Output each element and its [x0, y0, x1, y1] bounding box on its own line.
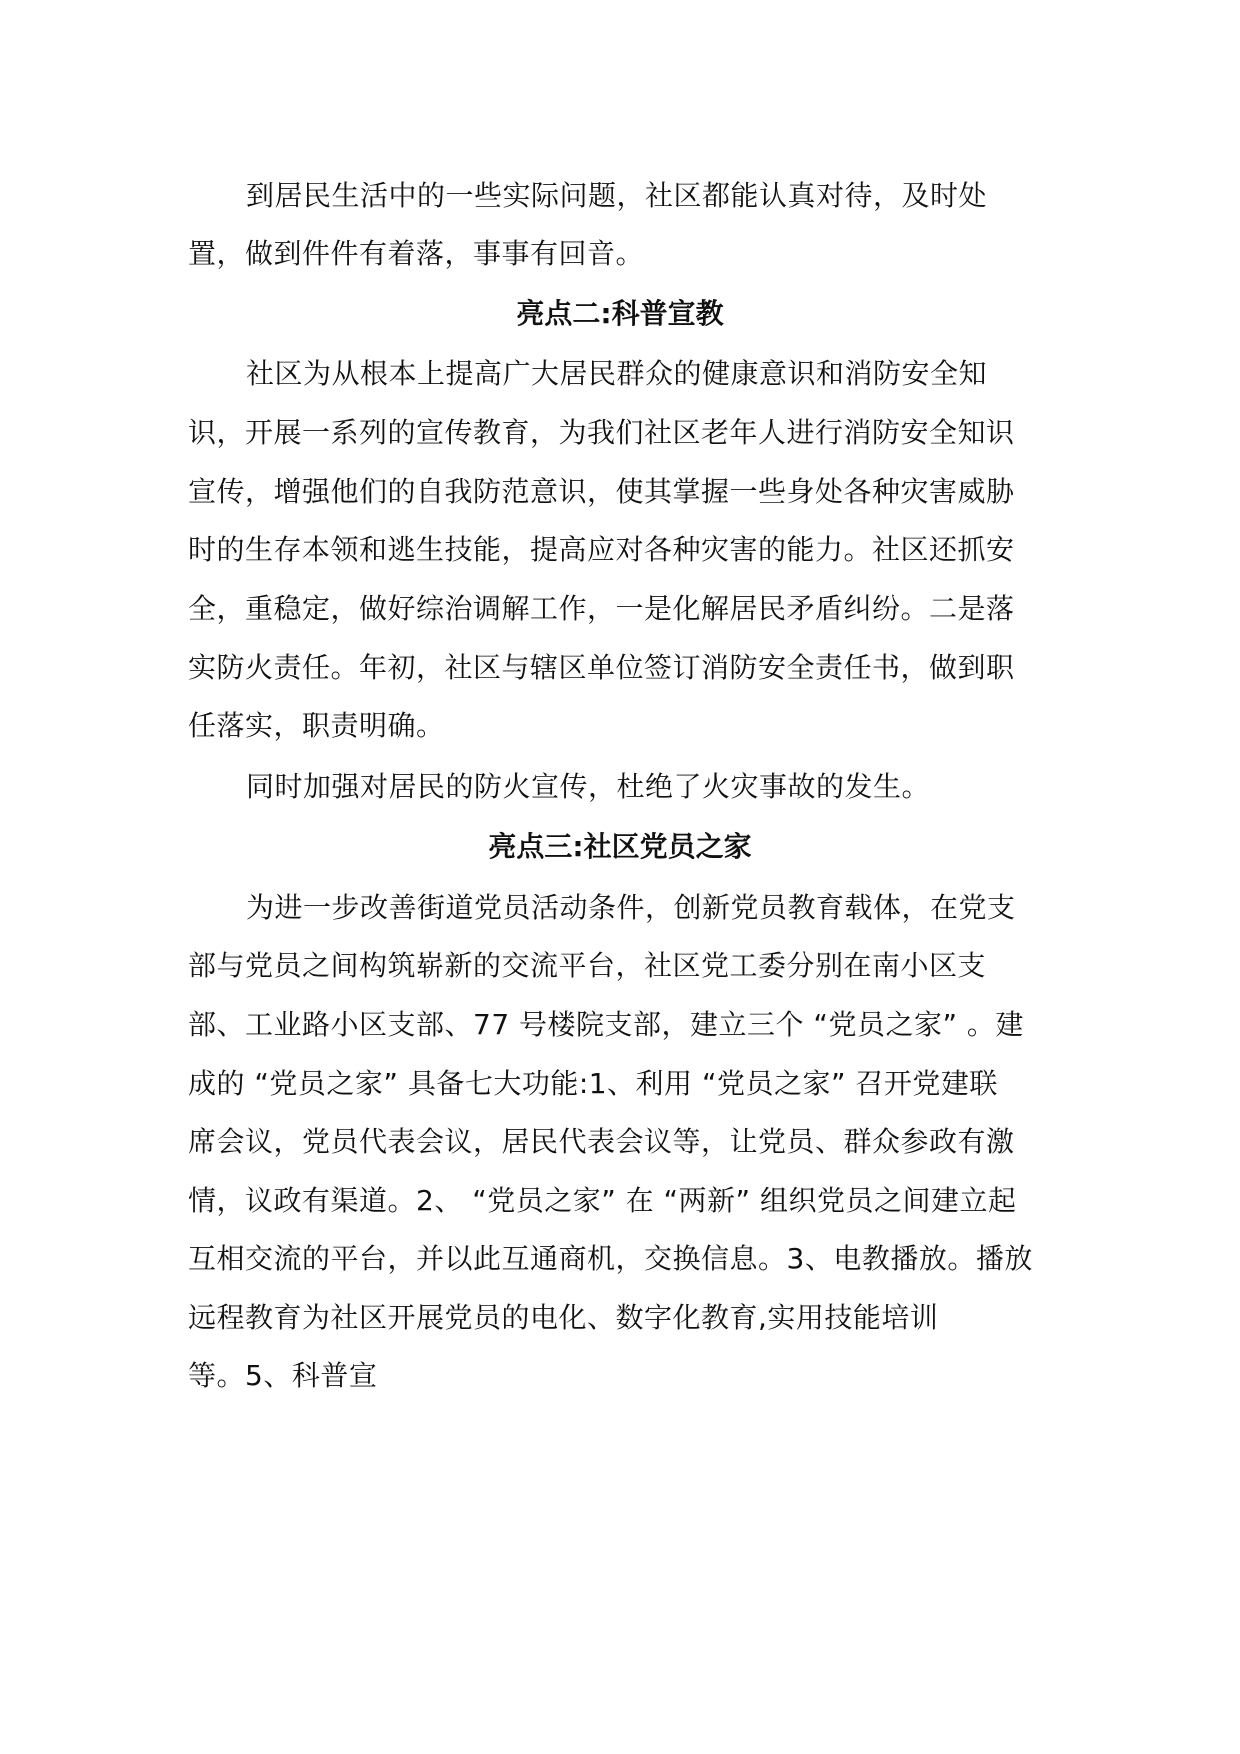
- paragraph-line: 全，重稳定，做好综治调解工作，一是化解居民矛盾纠纷。二是落: [188, 592, 1015, 625]
- paragraph-line: 部、工业路小区支部、77 号楼院支部，建立三个 “党员之家” 。建: [188, 1008, 1024, 1041]
- paragraph-line: 席会议，党员代表会议，居民代表会议等，让党员、群众参政有激: [188, 1125, 1015, 1158]
- section-heading-3: 亮点三:社区党员之家: [488, 830, 752, 863]
- paragraph-line: 识，开展一系列的宣传教育，为我们社区老年人进行消防安全知识: [188, 416, 1015, 449]
- paragraph-line: 等。5、科普宣: [188, 1359, 378, 1392]
- paragraph-line: 远程教育为社区开展党员的电化、数字化教育,实用技能培训: [188, 1301, 939, 1334]
- paragraph-line: 互相交流的平台，并以此互通商机，交换信息。3、电教播放。播放: [188, 1242, 1033, 1275]
- paragraph-line: 时的生存本领和逃生技能，提高应对各种灾害的能力。社区还抓安: [188, 533, 1015, 566]
- paragraph-line: 社区为从根本上提高广大居民群众的健康意识和消防安全知: [246, 357, 988, 390]
- paragraph-line: 为进一步改善街道党员活动条件，创新党员教育载体，在党支: [246, 891, 1016, 924]
- paragraph-line: 置，做到件件有着落，事事有回音。: [188, 237, 645, 270]
- paragraph-line: 同时加强对居民的防火宣传，杜绝了火灾事故的发生。: [246, 770, 931, 803]
- section-heading-2: 亮点二:科普宣教: [516, 297, 724, 330]
- paragraph-line: 部与党员之间构筑崭新的交流平台，社区党工委分别在南小区支: [188, 949, 987, 982]
- paragraph-line: 到居民生活中的一些实际问题，社区都能认真对待，及时处: [246, 179, 988, 212]
- paragraph-line: 情，议政有渠道。2、 “党员之家” 在 “两新” 组织党员之间建立起: [188, 1184, 1017, 1217]
- paragraph-line: 宣传，增强他们的自我防范意识，使其掌握一些身处各种灾害威胁: [188, 475, 1015, 508]
- paragraph-line: 成的 “党员之家” 具备七大功能:1、利用 “党员之家” 召开党建联: [188, 1067, 998, 1100]
- paragraph-line: 任落实，职责明确。: [188, 709, 445, 742]
- paragraph-line: 实防火责任。年初，社区与辖区单位签订消防安全责任书，做到职: [188, 651, 1015, 684]
